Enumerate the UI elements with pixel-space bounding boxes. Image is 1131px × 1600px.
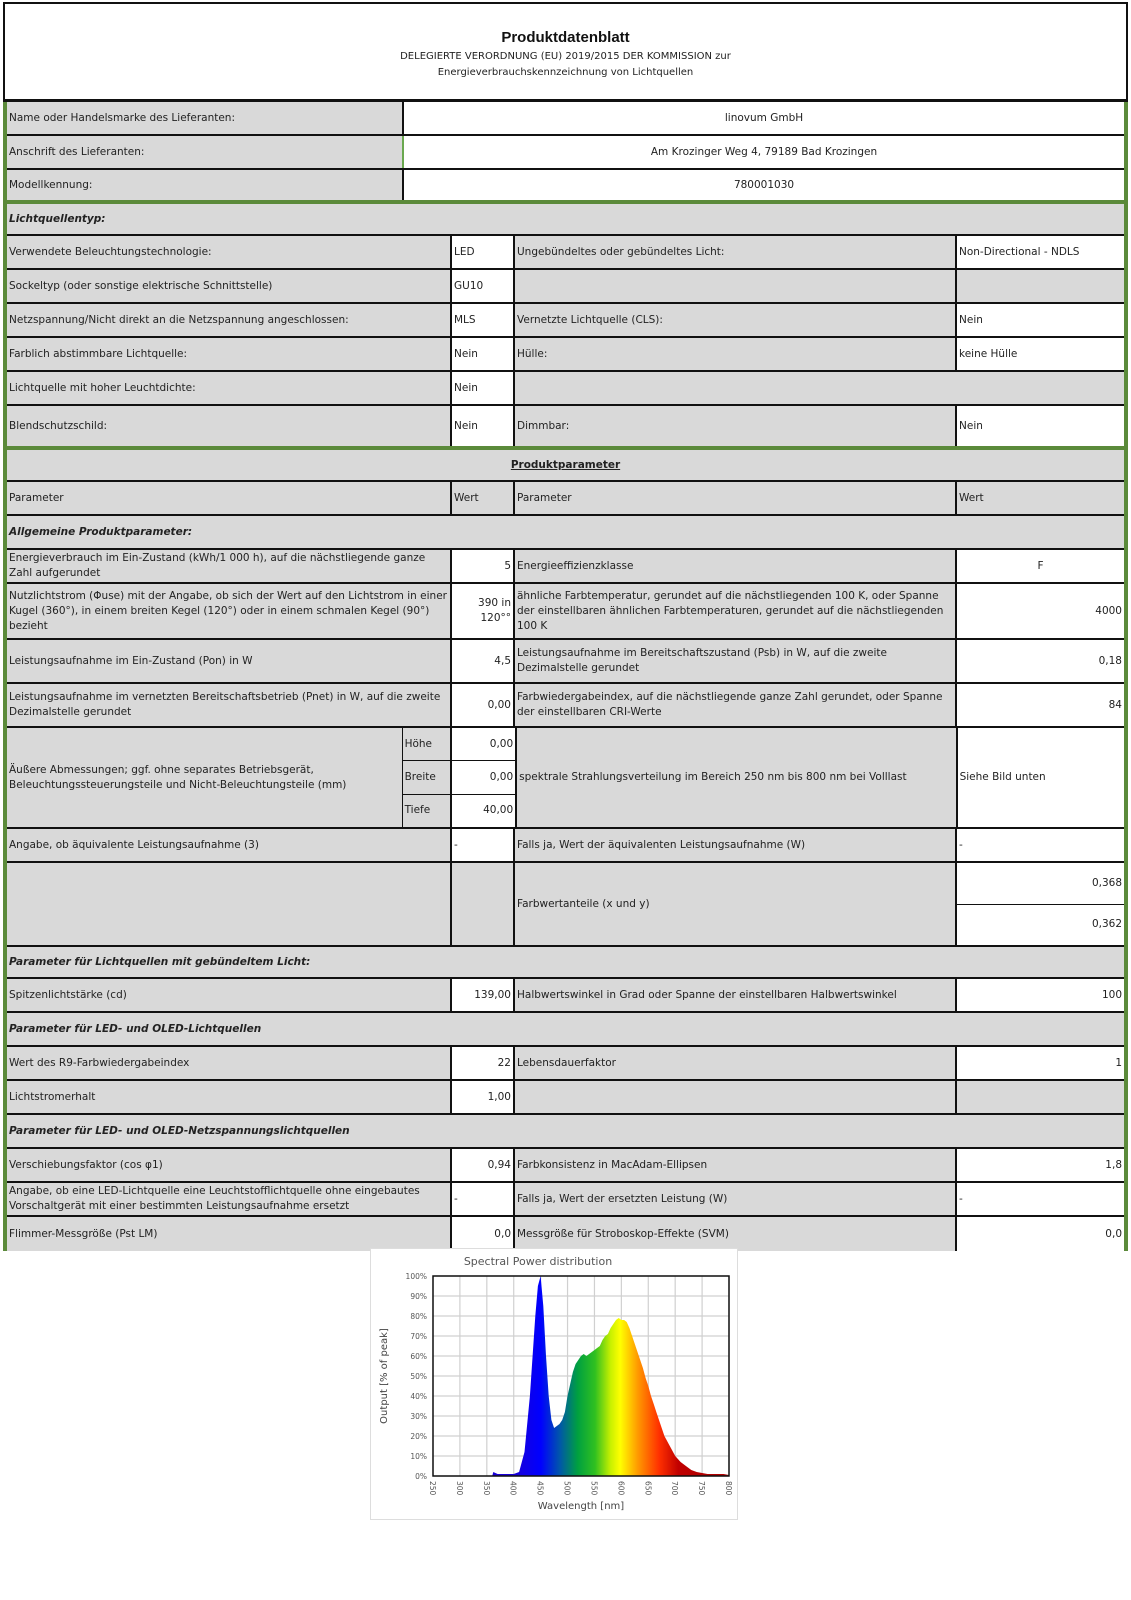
light-type-label: Netzspannung/Nicht direkt an die Netzspannung angeschlossen: — [7, 304, 452, 336]
mains-param-row — [7, 1217, 1124, 1251]
model-row — [7, 170, 1124, 204]
dimensions-label: Äußere Abmessungen; ggf. ohne separates Betriebsgerät, Beleuchtungssteuerungsteile und Nicht-Beleuchtungsteile (mm) — [7, 728, 403, 827]
light-type-row — [7, 236, 1124, 270]
light-type-value-2: keine Hülle — [957, 338, 1124, 370]
datasheet-body — [3, 102, 1128, 1251]
y-tick-label: 50% — [410, 1372, 427, 1381]
led-param-value-2: 1 — [957, 1047, 1124, 1079]
directional-row — [7, 979, 1124, 1013]
light-type-label-2: Dimmbar: — [515, 406, 957, 446]
light-type-value: Nein — [452, 338, 515, 370]
general-param-value-2: 0,18 — [957, 640, 1124, 682]
y-tick-label: 90% — [410, 1292, 427, 1301]
model-value: 780001030 — [404, 170, 1124, 200]
mains-param-label: Verschiebungsfaktor (cos φ1) — [7, 1149, 452, 1181]
light-type-value: Nein — [452, 372, 515, 404]
general-param-label: Leistungsaufnahme im vernetzten Bereitschaftsbetrieb (Pnet) in W, auf die zweite Dezimalstelle gerundet — [7, 684, 452, 726]
general-param-row — [7, 684, 1124, 728]
light-type-label-2: Ungebündeltes oder gebündeltes Licht: — [515, 236, 957, 268]
general-param-label-2: Leistungsaufnahme im Bereitschaftszustand (Psb) in W, auf die zweite Dezimalstelle gerundet — [515, 640, 957, 682]
column-header-value: Wert — [452, 482, 515, 514]
light-type-value-2 — [957, 372, 1124, 404]
light-type-section — [7, 204, 1124, 236]
general-param-value-2: 84 — [957, 684, 1124, 726]
mains-title: Parameter für LED- und OLED-Netzspannungslichtquellen — [7, 1115, 1124, 1147]
general-param-label-2: Energieeffizienzklasse — [515, 550, 957, 582]
x-tick-label: 550 — [589, 1481, 599, 1496]
chromaticity-empty-value — [452, 863, 515, 945]
dimension-width-value: 0,00 — [452, 761, 515, 794]
y-tick-label: 80% — [410, 1312, 427, 1321]
x-tick-label: 500 — [562, 1481, 572, 1496]
dimensions-sublabels — [403, 728, 453, 827]
light-type-value-2 — [957, 270, 1124, 302]
peak-intensity-value: 139,00 — [452, 979, 515, 1011]
general-param-value: 0,00 — [452, 684, 515, 726]
general-param-label: Energieverbrauch im Ein-Zustand (kWh/1 000 h), auf die nächstliegende ganze Zahl aufgerundet — [7, 550, 452, 582]
general-param-label: Leistungsaufnahme im Ein-Zustand (Pon) in W — [7, 640, 452, 682]
mains-param-value-2: 1,8 — [957, 1149, 1124, 1181]
product-params-section — [7, 450, 1124, 482]
light-type-value-2: Non-Directional - NDLS — [957, 236, 1124, 268]
led-param-value-2 — [957, 1081, 1124, 1113]
general-param-label: Nutzlichtstrom (Φuse) mit der Angabe, ob sich der Wert auf den Lichtstrom in einer Kugel (360°), in einem breiten Kegel (120°) oder in einem schmalen Kegel (90°) bezieht — [7, 584, 452, 638]
chart-title: Spectral Power distribution — [463, 1255, 613, 1268]
datasheet — [3, 2, 1128, 1251]
led-title: Parameter für LED- und OLED-Lichtquellen — [7, 1013, 1124, 1045]
supplier-name-value: linovum GmbH — [404, 102, 1124, 134]
y-axis-label: Output [% of peak] — [379, 1328, 390, 1424]
light-type-value-2: Nein — [957, 406, 1124, 446]
mains-param-label-2: Farbkonsistenz in MacAdam-Ellipsen — [515, 1149, 957, 1181]
general-param-value-2: F — [957, 550, 1124, 582]
column-header-parameter-2: Parameter — [515, 482, 957, 514]
y-tick-label: 40% — [410, 1392, 427, 1401]
light-type-value: GU10 — [452, 270, 515, 302]
chromaticity-y-value: 0,362 — [957, 905, 1124, 946]
chromaticity-values — [957, 863, 1124, 945]
spectral-distribution-label: spektrale Strahlungsverteilung im Bereich 250 nm bis 800 nm bei Volllast — [517, 728, 957, 827]
light-type-row — [7, 406, 1124, 450]
light-type-label-2: Vernetzte Lichtquelle (CLS): — [515, 304, 957, 336]
column-header-value-2: Wert — [957, 482, 1124, 514]
general-param-row — [7, 584, 1124, 640]
light-type-label: Sockeltyp (oder sonstige elektrische Schnittstelle) — [7, 270, 452, 302]
y-tick-label: 70% — [410, 1332, 427, 1341]
mains-param-label: Flimmer-Messgröße (Pst LM) — [7, 1217, 452, 1251]
mains-param-label: Angabe, ob eine LED-Lichtquelle eine Leuchtstofflichtquelle ohne eingebautes Vorschaltgerät mit einer bestimmten Leistungsaufnahme ersetzt — [7, 1183, 452, 1215]
supplier-address-value: Am Krozinger Weg 4, 79189 Bad Krozingen — [404, 136, 1124, 168]
light-type-value: MLS — [452, 304, 515, 336]
column-header-parameter: Parameter — [7, 482, 452, 514]
light-type-value: LED — [452, 236, 515, 268]
x-tick-label: 250 — [428, 1481, 437, 1496]
general-param-label-2: ähnliche Farbtemperatur, gerundet auf die nächstliegenden 100 K, oder Spanne der einstellbaren ähnlichen Farbtemperaturen, gerundet auf die nächstliegenden 100 K — [515, 584, 957, 638]
dimension-height-label: Höhe — [403, 728, 451, 761]
supplier-name-label: Name oder Handelsmarke des Lieferanten: — [7, 102, 404, 134]
x-tick-label: 300 — [454, 1481, 464, 1496]
general-title: Allgemeine Produktparameter: — [7, 516, 1124, 548]
led-param-label: Lichtstromerhalt — [7, 1081, 452, 1113]
beam-angle-value: 100 — [957, 979, 1124, 1011]
light-type-row — [7, 372, 1124, 406]
light-type-label: Farblich abstimmbare Lichtquelle: — [7, 338, 452, 370]
spectral-distribution-value: Siehe Bild unten — [958, 728, 1124, 827]
general-param-value: 4,5 — [452, 640, 515, 682]
dimension-height-value: 0,00 — [452, 728, 515, 761]
subtitle-line1: DELEGIERTE VERORDNUNG (EU) 2019/2015 DER KOMMISSION zur — [400, 51, 731, 62]
dimension-depth-label: Tiefe — [403, 795, 451, 827]
supplier-name-row — [7, 102, 1124, 136]
x-tick-label: 350 — [481, 1481, 491, 1496]
led-param-value: 22 — [452, 1047, 515, 1079]
light-type-value: Nein — [452, 406, 515, 446]
mains-param-row — [7, 1149, 1124, 1183]
light-type-title: Lichtquellentyp: — [7, 204, 1124, 234]
light-type-row — [7, 338, 1124, 372]
chromaticity-x-value: 0,368 — [957, 863, 1124, 905]
general-param-row — [7, 550, 1124, 584]
led-section — [7, 1013, 1124, 1047]
header — [3, 2, 1128, 102]
equivalent-power-value: - — [452, 829, 515, 861]
chromaticity-label: Farbwertanteile (x und y) — [515, 863, 957, 945]
spectral-chart — [370, 1248, 738, 1520]
spectral-chart-svg — [371, 1249, 737, 1519]
general-param-value-2: 4000 — [957, 584, 1124, 638]
led-param-row — [7, 1081, 1124, 1115]
x-axis-label: Wavelength [nm] — [537, 1501, 625, 1512]
mains-param-value-2: 0,0 — [957, 1217, 1124, 1251]
dimension-depth-value: 40,00 — [452, 795, 515, 827]
mains-param-value: - — [452, 1183, 515, 1215]
general-param-row — [7, 640, 1124, 684]
x-tick-label: 700 — [670, 1481, 680, 1496]
light-type-label-2 — [515, 270, 957, 302]
peak-intensity-label: Spitzenlichtstärke (cd) — [7, 979, 452, 1011]
mains-param-label-2: Falls ja, Wert der ersetzten Leistung (W) — [515, 1183, 957, 1215]
led-param-label-2: Lebensdauerfaktor — [515, 1047, 957, 1079]
page-title: Produktdatenblatt — [501, 29, 630, 46]
mains-param-value-2: - — [957, 1183, 1124, 1215]
x-tick-label: 800 — [724, 1481, 733, 1496]
x-tick-label: 750 — [697, 1481, 707, 1496]
chromaticity-empty-label — [7, 863, 452, 945]
mains-param-value: 0,0 — [452, 1217, 515, 1251]
equivalent-power-row — [7, 829, 1124, 863]
y-tick-label: 30% — [410, 1412, 427, 1421]
subtitle-line2: Energieverbrauchskennzeichnung von Lichtquellen — [437, 67, 694, 78]
y-tick-label: 0% — [415, 1472, 427, 1481]
mains-param-row — [7, 1183, 1124, 1217]
light-type-label: Blendschutzschild: — [7, 406, 452, 446]
led-param-label: Wert des R9-Farbwiedergabeindex — [7, 1047, 452, 1079]
dimensions-row — [7, 728, 1124, 829]
equivalent-power-label: Angabe, ob äquivalente Leistungsaufnahme (3) — [7, 829, 452, 861]
model-label: Modellkennung: — [7, 170, 404, 200]
mains-section — [7, 1115, 1124, 1149]
supplier-address-label: Anschrift des Lieferanten: — [7, 136, 404, 168]
mains-param-label-2: Messgröße für Stroboskop-Effekte (SVM) — [515, 1217, 957, 1251]
led-param-value: 1,00 — [452, 1081, 515, 1113]
supplier-address-row — [7, 136, 1124, 170]
directional-section — [7, 947, 1124, 979]
chromaticity-row — [7, 863, 1124, 947]
led-param-row — [7, 1047, 1124, 1081]
dimension-width-label: Breite — [403, 761, 451, 794]
general-section — [7, 516, 1124, 550]
light-type-label-2: Hülle: — [515, 338, 957, 370]
beam-angle-label: Halbwertswinkel in Grad oder Spanne der einstellbaren Halbwertswinkel — [515, 979, 957, 1011]
equivalent-power-watt-label: Falls ja, Wert der äquivalenten Leistungsaufnahme (W) — [515, 829, 957, 861]
general-param-value: 390 in 120°° — [452, 584, 515, 638]
light-type-label: Verwendete Beleuchtungstechnologie: — [7, 236, 452, 268]
y-tick-label: 20% — [410, 1432, 427, 1441]
dimensions-values — [452, 728, 517, 827]
led-param-label-2 — [515, 1081, 957, 1113]
light-type-row — [7, 270, 1124, 304]
light-type-row — [7, 304, 1124, 338]
y-tick-label: 10% — [410, 1452, 427, 1461]
y-tick-label: 60% — [410, 1352, 427, 1361]
equivalent-power-watt-value: - — [957, 829, 1124, 861]
product-params-title: Produktparameter — [7, 450, 1124, 480]
directional-title: Parameter für Lichtquellen mit gebündeltem Licht: — [7, 947, 1124, 977]
general-param-label-2: Farbwiedergabeindex, auf die nächstliegende ganze Zahl gerundet, oder Spanne der einstellbaren CRI-Werte — [515, 684, 957, 726]
x-tick-label: 600 — [616, 1481, 626, 1496]
light-type-value-2: Nein — [957, 304, 1124, 336]
light-type-label-2 — [515, 372, 957, 404]
x-tick-label: 650 — [643, 1481, 653, 1496]
x-tick-label: 400 — [508, 1481, 518, 1496]
light-type-label: Lichtquelle mit hoher Leuchtdichte: — [7, 372, 452, 404]
mains-param-value: 0,94 — [452, 1149, 515, 1181]
column-header-row — [7, 482, 1124, 516]
x-tick-label: 450 — [535, 1481, 545, 1496]
y-tick-label: 100% — [405, 1272, 427, 1281]
general-param-value: 5 — [452, 550, 515, 582]
